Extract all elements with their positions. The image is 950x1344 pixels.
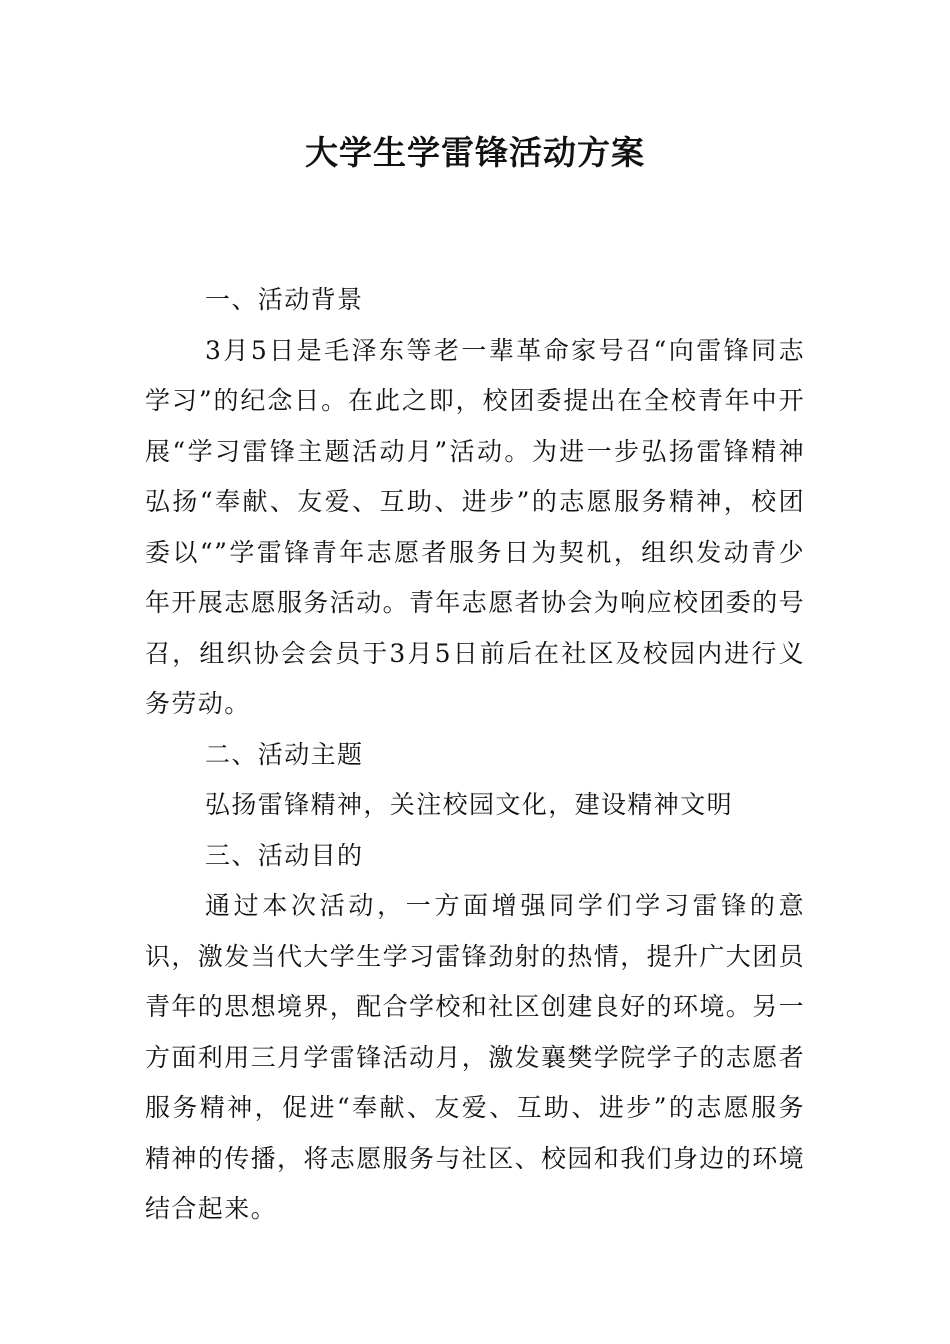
document-body	[145, 275, 805, 1235]
background-paragraph: 3月5日是毛泽东等老一辈革命家号召“向雷锋同志学习”的纪念日。在此之即，校团委提出在全校青年中开展“学习雷锋主题活动月”活动。为进一步弘扬雷锋精神弘扬“奉献、友爱、互助、进步”的志愿服务精神，校团委以“”学雷锋青年志愿者服务日为契机，组织发动青少年开展志愿服务活动。青年志愿者协会为响应校团委的号召，组织协会会员于3月5日前后在社区及校园内进行义务劳动。	[145, 335, 806, 718]
theme-paragraph: 弘扬雷锋精神，关注校园文化，建设精神文明	[205, 790, 734, 819]
document-title: 大学生学雷锋活动方案	[305, 133, 645, 172]
section-heading-background: 一、活动背景	[205, 285, 364, 314]
section-heading-purpose: 三、活动目的	[205, 840, 364, 870]
section-heading-theme: 二、活动主题	[205, 739, 364, 769]
purpose-paragraph: 通过本次活动，一方面增强同学们学习雷锋的意识，激发当代大学生学习雷锋劲射的热情，提升广大团员青年的思想境界，配合学校和社区创建良好的环境。另一方面利用三月学雷锋活动月，激发襄樊学院学子的志愿者服务精神，促进“奉献、友爱、互助、进步”的志愿服务精神的传播，将志愿服务与社区、校园和我们身边的环境结合起来。	[145, 891, 806, 1223]
